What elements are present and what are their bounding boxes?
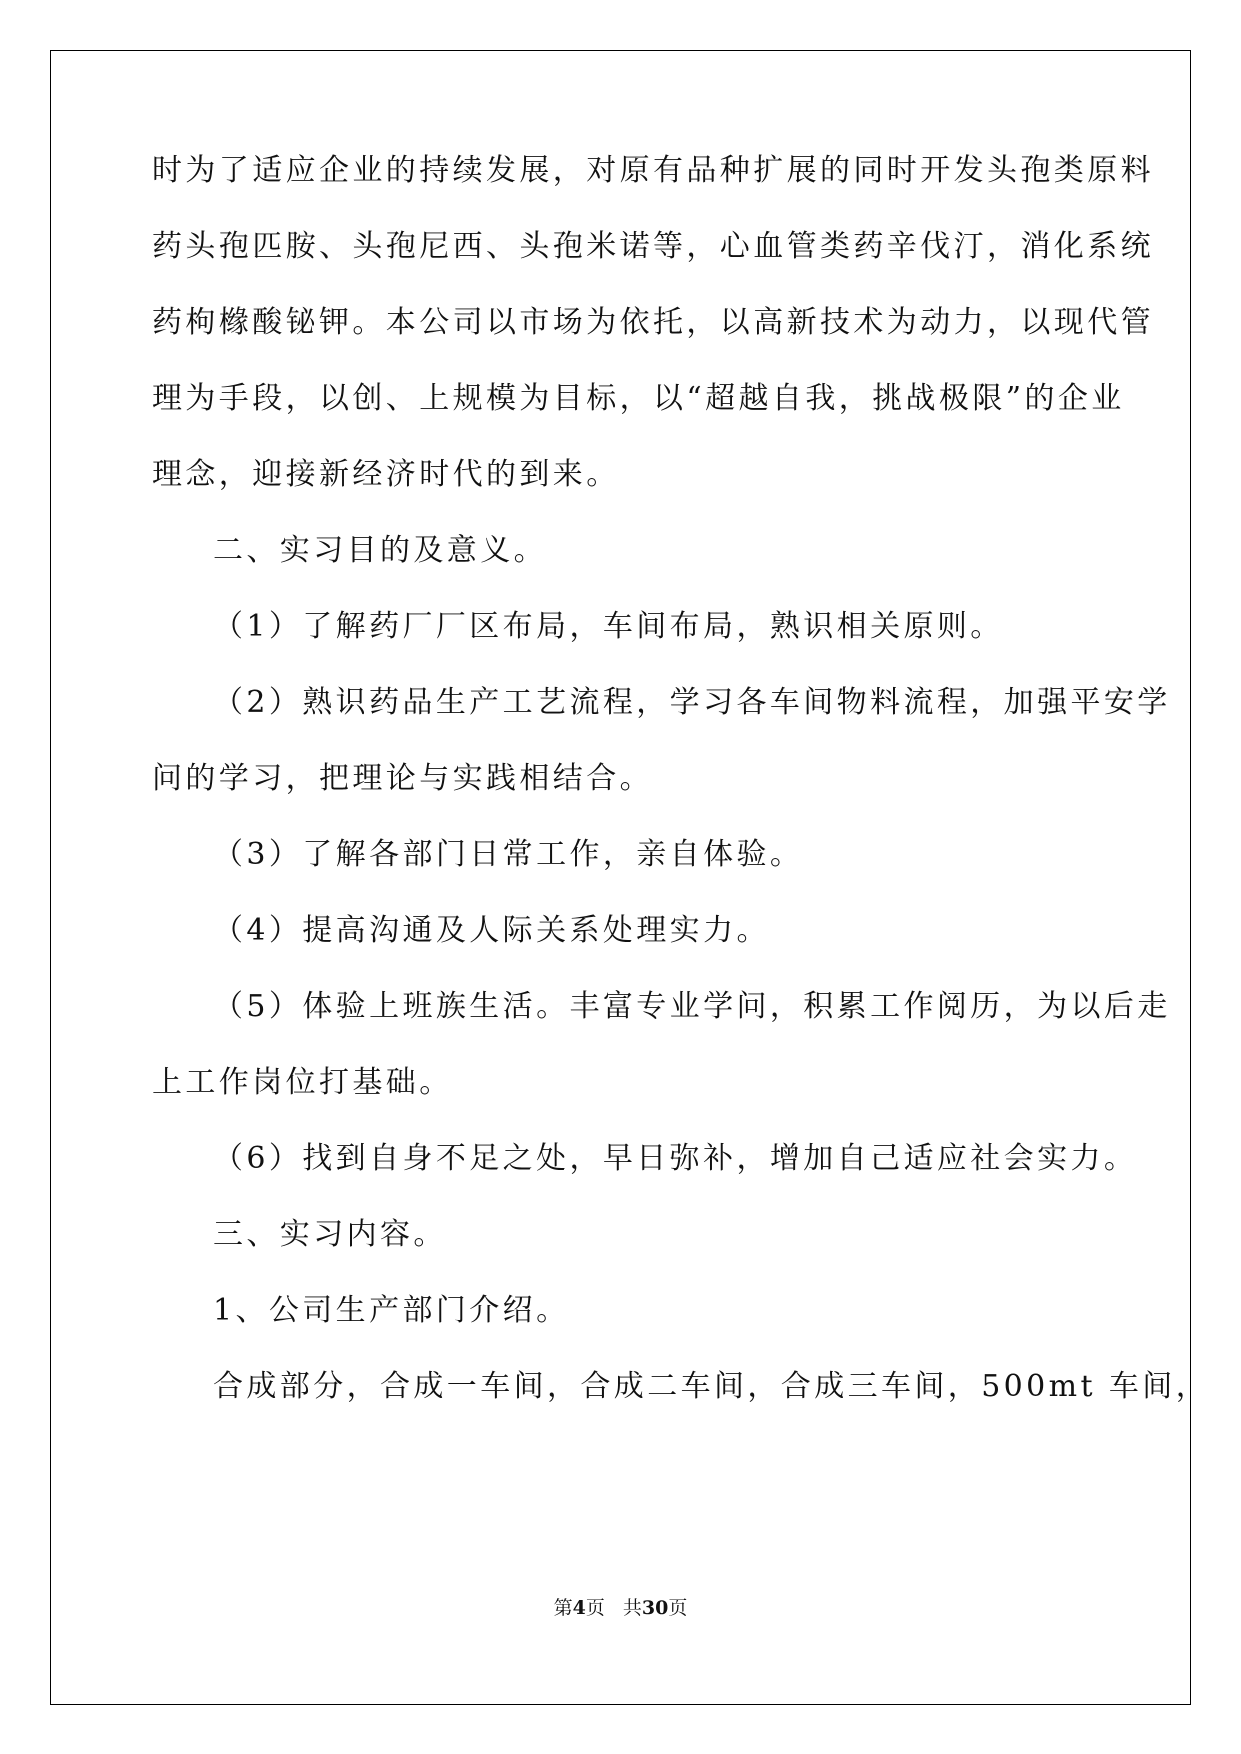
page-border bbox=[50, 50, 1191, 1705]
subsection-heading: 1、公司生产部门介绍。 bbox=[213, 1293, 570, 1328]
body-line: 药头孢匹胺、头孢尼西、头孢米诺等，心血管类药辛伐汀，消化系统 bbox=[152, 229, 1154, 264]
section-heading: 二、实习目的及意义。 bbox=[213, 533, 547, 568]
list-item: （5）体验上班族生活。丰富专业学问，积累工作阅历，为以后走 bbox=[213, 989, 1171, 1024]
body-line: 问的学习，把理论与实践相结合。 bbox=[152, 761, 653, 796]
list-item: （6）找到自身不足之处，早日弥补，增加自己适应社会实力。 bbox=[213, 1141, 1138, 1176]
body-line: 理为手段，以创、上规模为目标，以“超越自我，挑战极限”的企业 bbox=[152, 381, 1125, 416]
body-line: 合成部分，合成一车间，合成二车间，合成三车间，500mt 车间， bbox=[213, 1369, 1210, 1404]
footer-total-suffix: 页 bbox=[668, 1597, 688, 1619]
footer-prefix: 第 bbox=[553, 1597, 573, 1619]
list-item: （2）熟识药品生产工艺流程，学习各车间物料流程，加强平安学 bbox=[213, 685, 1171, 720]
footer-page-suffix: 页 bbox=[585, 1597, 605, 1619]
body-line: 理念，迎接新经济时代的到来。 bbox=[152, 457, 620, 492]
list-item: （3）了解各部门日常工作，亲自体验。 bbox=[213, 837, 804, 872]
body-line: 药枸橼酸铋钾。本公司以市场为依托，以高新技术为动力，以现代管 bbox=[152, 305, 1154, 340]
footer-total-prefix: 共 bbox=[622, 1597, 642, 1619]
page-number: 4 bbox=[572, 1597, 586, 1619]
body-line: 上工作岗位打基础。 bbox=[152, 1065, 453, 1100]
body-line: 时为了适应企业的持续发展，对原有品种扩展的同时开发头孢类原料 bbox=[152, 153, 1154, 188]
list-item: （4）提高沟通及人际关系处理实力。 bbox=[213, 913, 770, 948]
section-heading: 三、实习内容。 bbox=[213, 1217, 447, 1252]
total-pages: 30 bbox=[641, 1597, 669, 1619]
list-item: （1）了解药厂厂区布局，车间布局，熟识相关原则。 bbox=[213, 609, 1004, 644]
page-footer bbox=[0, 1596, 1241, 1620]
